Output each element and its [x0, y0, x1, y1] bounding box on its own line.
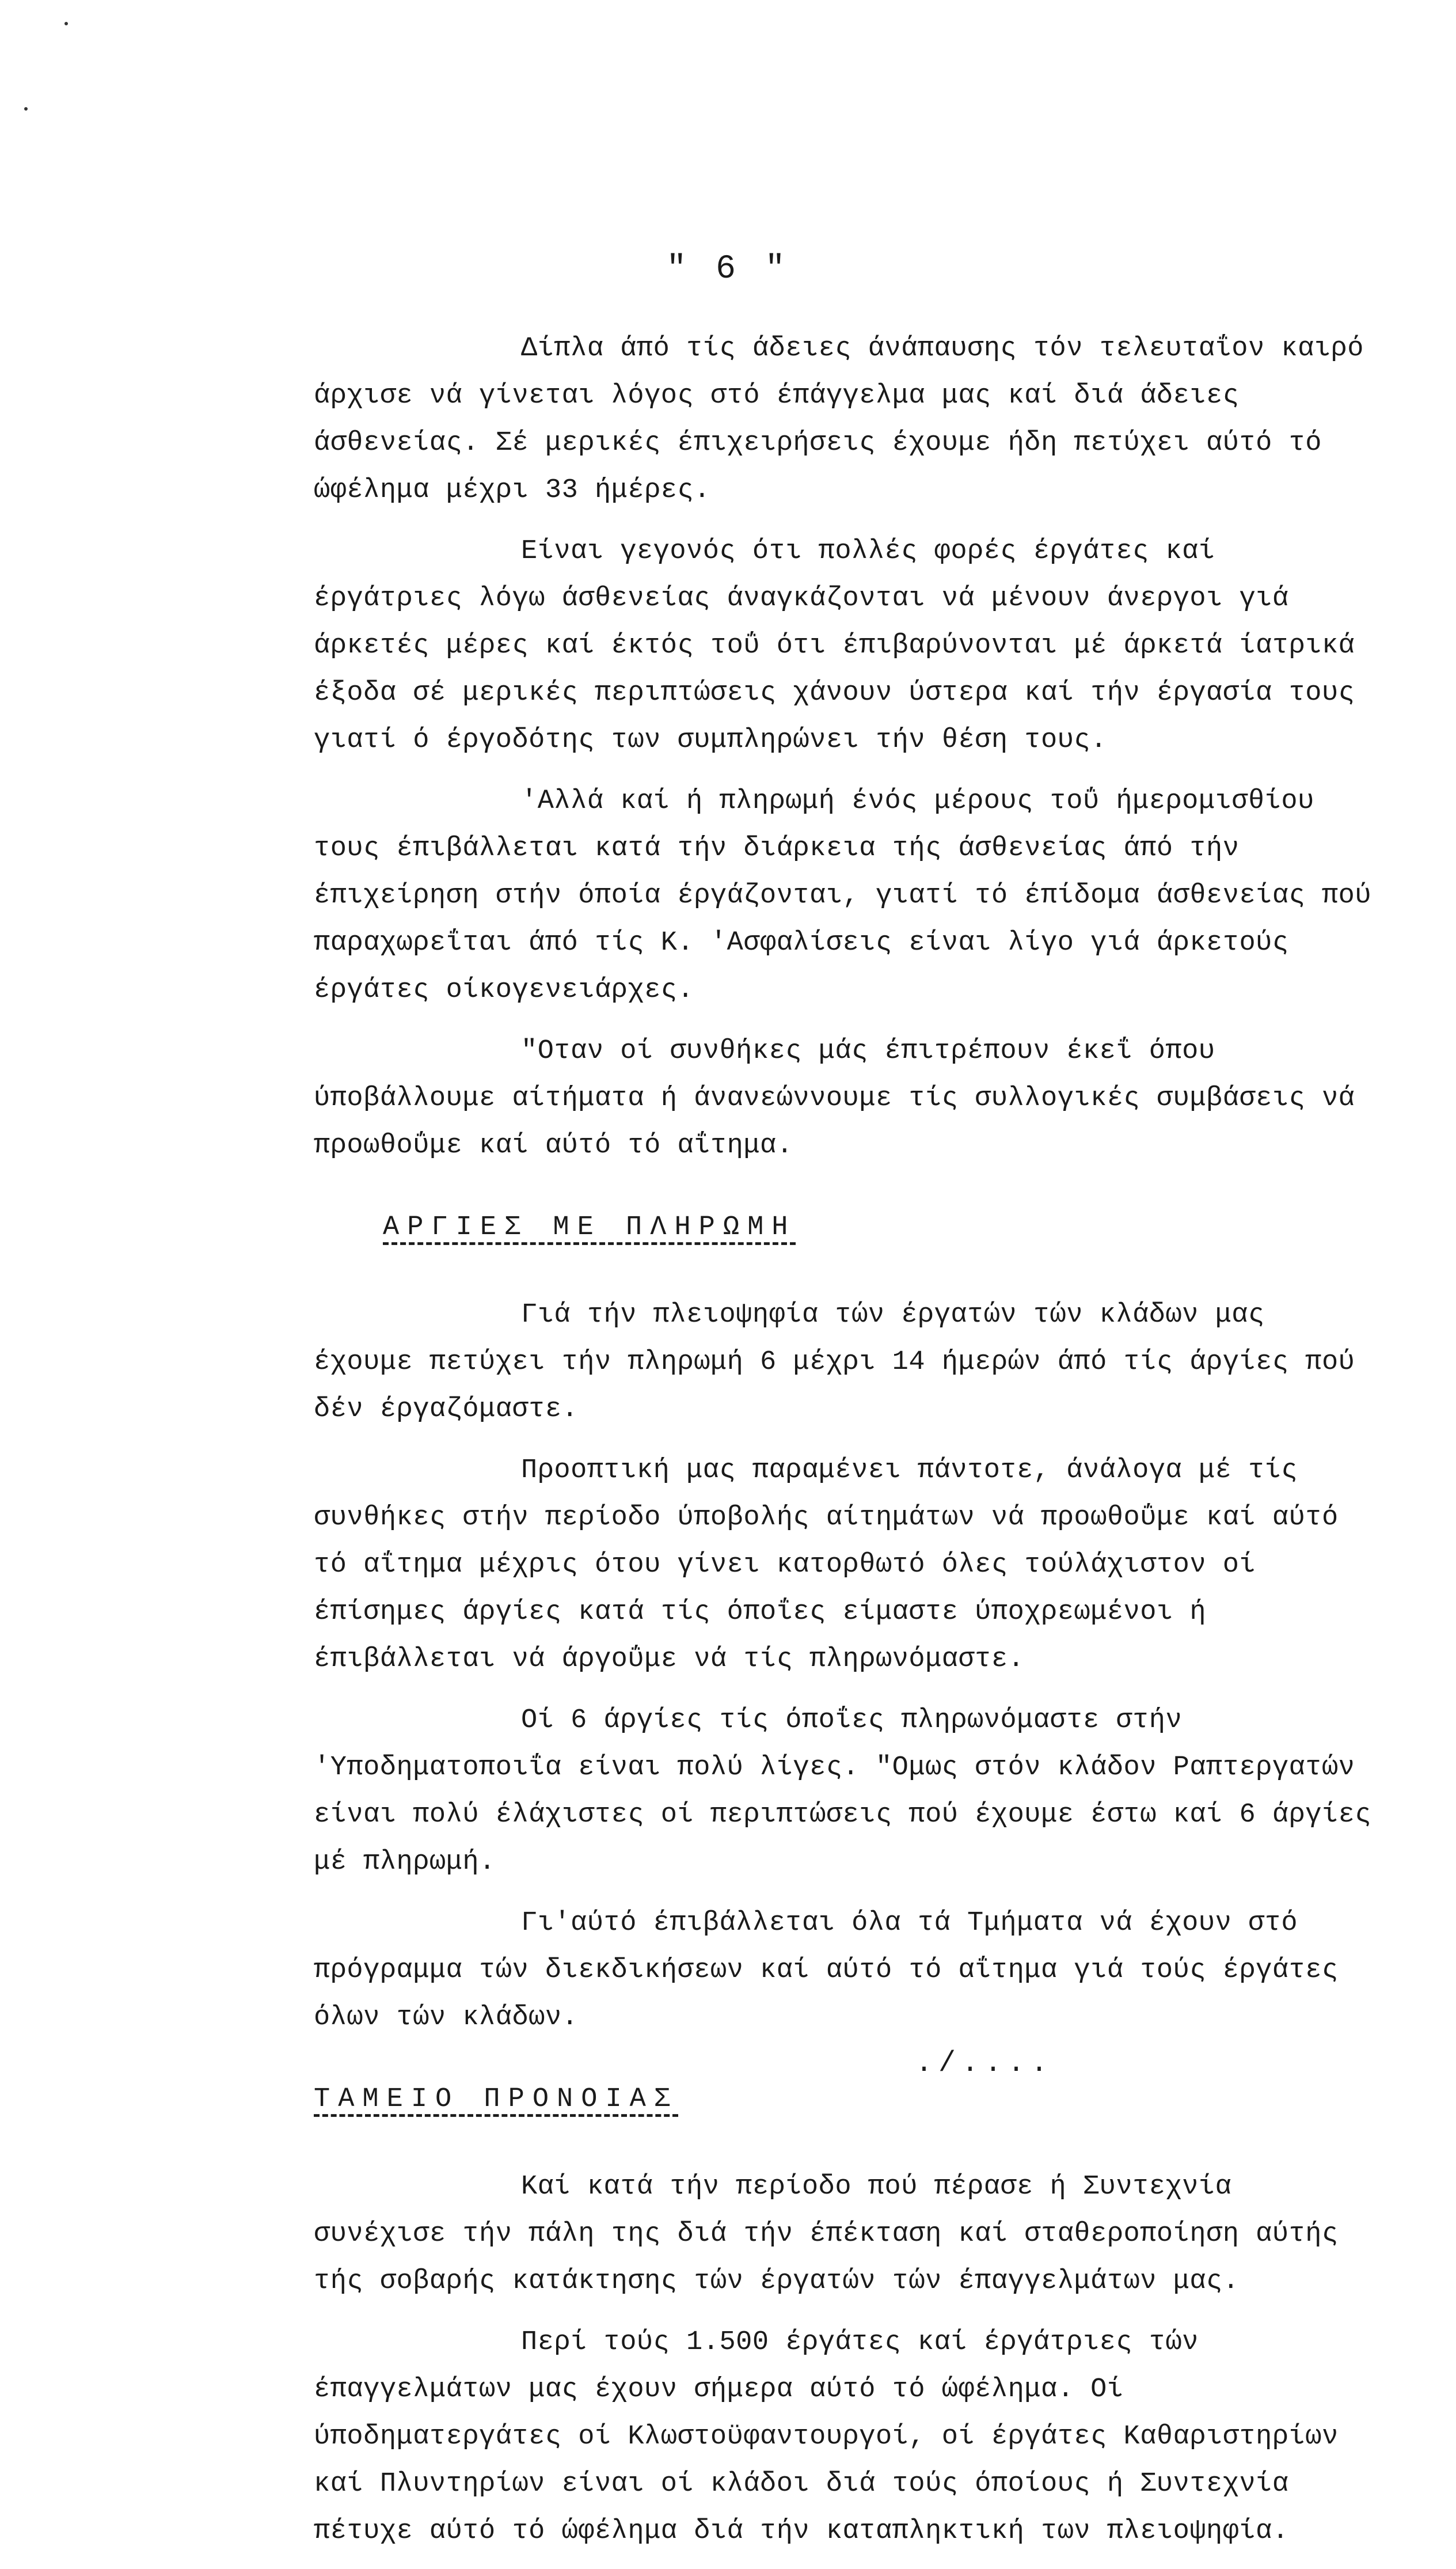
- paragraph-six-holidays: Οί 6 άργίες τίς όποΐες πληρωνόμαστε στήν 'Υποδηματοποιΐα είναι πολύ λίγες. "Ομως στόν κλάδον Ραπτεργατών είναι πολύ έλάχιστες οί περιπτώσεις πού έχουμε έστω καί 6 άργίες μέ πληρωμή.: [314, 1705, 1372, 1877]
- scan-speck: [24, 107, 28, 111]
- page-number: " 6 ": [666, 251, 790, 288]
- paragraph-illness: Είναι γεγονός ότι πολλές φορές έργάτες καί έργάτριες λόγω άσθενείας άναγκάζονται νά μένουν άνεργοι γιά άρκετές μέρες καί έκτός τοΰ ότι έπιβαρύνονται μέ άρκετά ίατρικά έξοδα σέ μερικές περιπτώσεις χάνουν ύστερα καί τήν έργασία τους γιατί ό έργοδότης των συμπληρώνει τήν θέση τους.: [314, 536, 1355, 756]
- paragraph-daily-wage: 'Αλλά καί ή πληρωμή ένός μέρους τοΰ ήμερομισθίου τους έπιβάλλεται κατά τήν διάρκεια τής άσθενείας άπό τήν έπιχείρηση στήν όποία έργάζονται, γιατί τό έπίδομα άσθενείας πού παραχωρεΐται άπό τίς Κ. 'Ασφαλίσεις είναι λίγο γιά άρκετούς έργάτες οίκογενειάρχες.: [314, 786, 1372, 1005]
- document-body: [314, 325, 1379, 2569]
- paragraph-sick-leave: Δίπλα άπό τίς άδειες άνάπαυσης τόν τελευταΐον καιρό άρχισε νά γίνεται λόγος στό έπάγγελμα μας καί διά άδειες άσθενείας. Σέ μερικές έπιχειρήσεις έχουμε ήδη πετύχει αύτό τό ώφέλημα μέχρι 33 ήμέρες.: [314, 333, 1364, 506]
- paragraph-departments: Γι'αύτό έπιβάλλεται όλα τά Τμήματα νά έχουν στό πρόγραμμα τών διεκδικήσεων καί αύτό τό αΐτημα γιά τούς έργάτες όλων τών κλάδων.: [314, 1908, 1339, 2033]
- scan-speck: [64, 22, 68, 25]
- paragraph-prospect: Προοπτική μας παραμένει πάντοτε, άνάλογα μέ τίς συνθήκες στήν περίοδο ύποβολής αίτημάτων νά προωθοΰμε καί αύτό τό αΐτημα μέχρις ότου γίνει κατορθωτό όλες τούλάχιστον οί έπίσημες άργίες κατά τίς όποΐες είμαστε ύποχρεωμένοι ή έπιβάλλεται νά άργοΰμε νά τίς πληρωνόμαστε.: [314, 1455, 1339, 1675]
- paragraph-union-struggle: Καί κατά τήν περίοδο πού πέρασε ή Συντεχνία συνέχισε τήν πάλη της διά τήν έπέκταση καί σταθεροποίηση αύτής τής σοβαρής κατάκτησης τών έργατών τών έπαγγελμάτων μας.: [314, 2172, 1339, 2297]
- section-heading-paid-holidays: ΑΡΓΙΕΣ ΜΕ ΠΛΗΡΩΜΗ: [383, 1212, 796, 1243]
- paragraph-conditions: "Οταν οί συνθήκες μάς έπιτρέπουν έκεΐ όπου ύποβάλλουμε αίτήματα ή άνανεώννουμε τίς συλλογικές συμβάσεις νά προωθοΰμε καί αύτό τό αΐτημα.: [314, 1036, 1355, 1161]
- paragraph-majority: Γιά τήν πλειοψηφία τών έργατών τών κλάδων μας έχουμε πετύχει τήν πληρωμή 6 μέχρι 14 ήμερών άπό τίς άργίες πού δέν έργαζόμαστε.: [314, 1300, 1355, 1425]
- continuation-mark: ./....: [915, 2047, 1054, 2080]
- paragraph-1500-workers: Περί τούς 1.500 έργάτες καί έργάτριες τών έπαγγελμάτων μας έχουν σήμερα αύτό τό ώφέλημα. Οί ύποδηματεργάτες οί Κλωστοϋφαντουργοί, οί έργάτες Καθαριστηρίων καί Πλυντηρίων είναι οί κλάδοι διά τούς όποίους ή Συντεχνία πέτυχε αύτό τό ώφέλημα διά τήν καταπληκτική των πλειοψηφία.: [314, 2327, 1339, 2547]
- section-heading-provident-fund: ΤΑΜΕΙΟ ΠΡΟΝΟΙΑΣ: [314, 2084, 679, 2115]
